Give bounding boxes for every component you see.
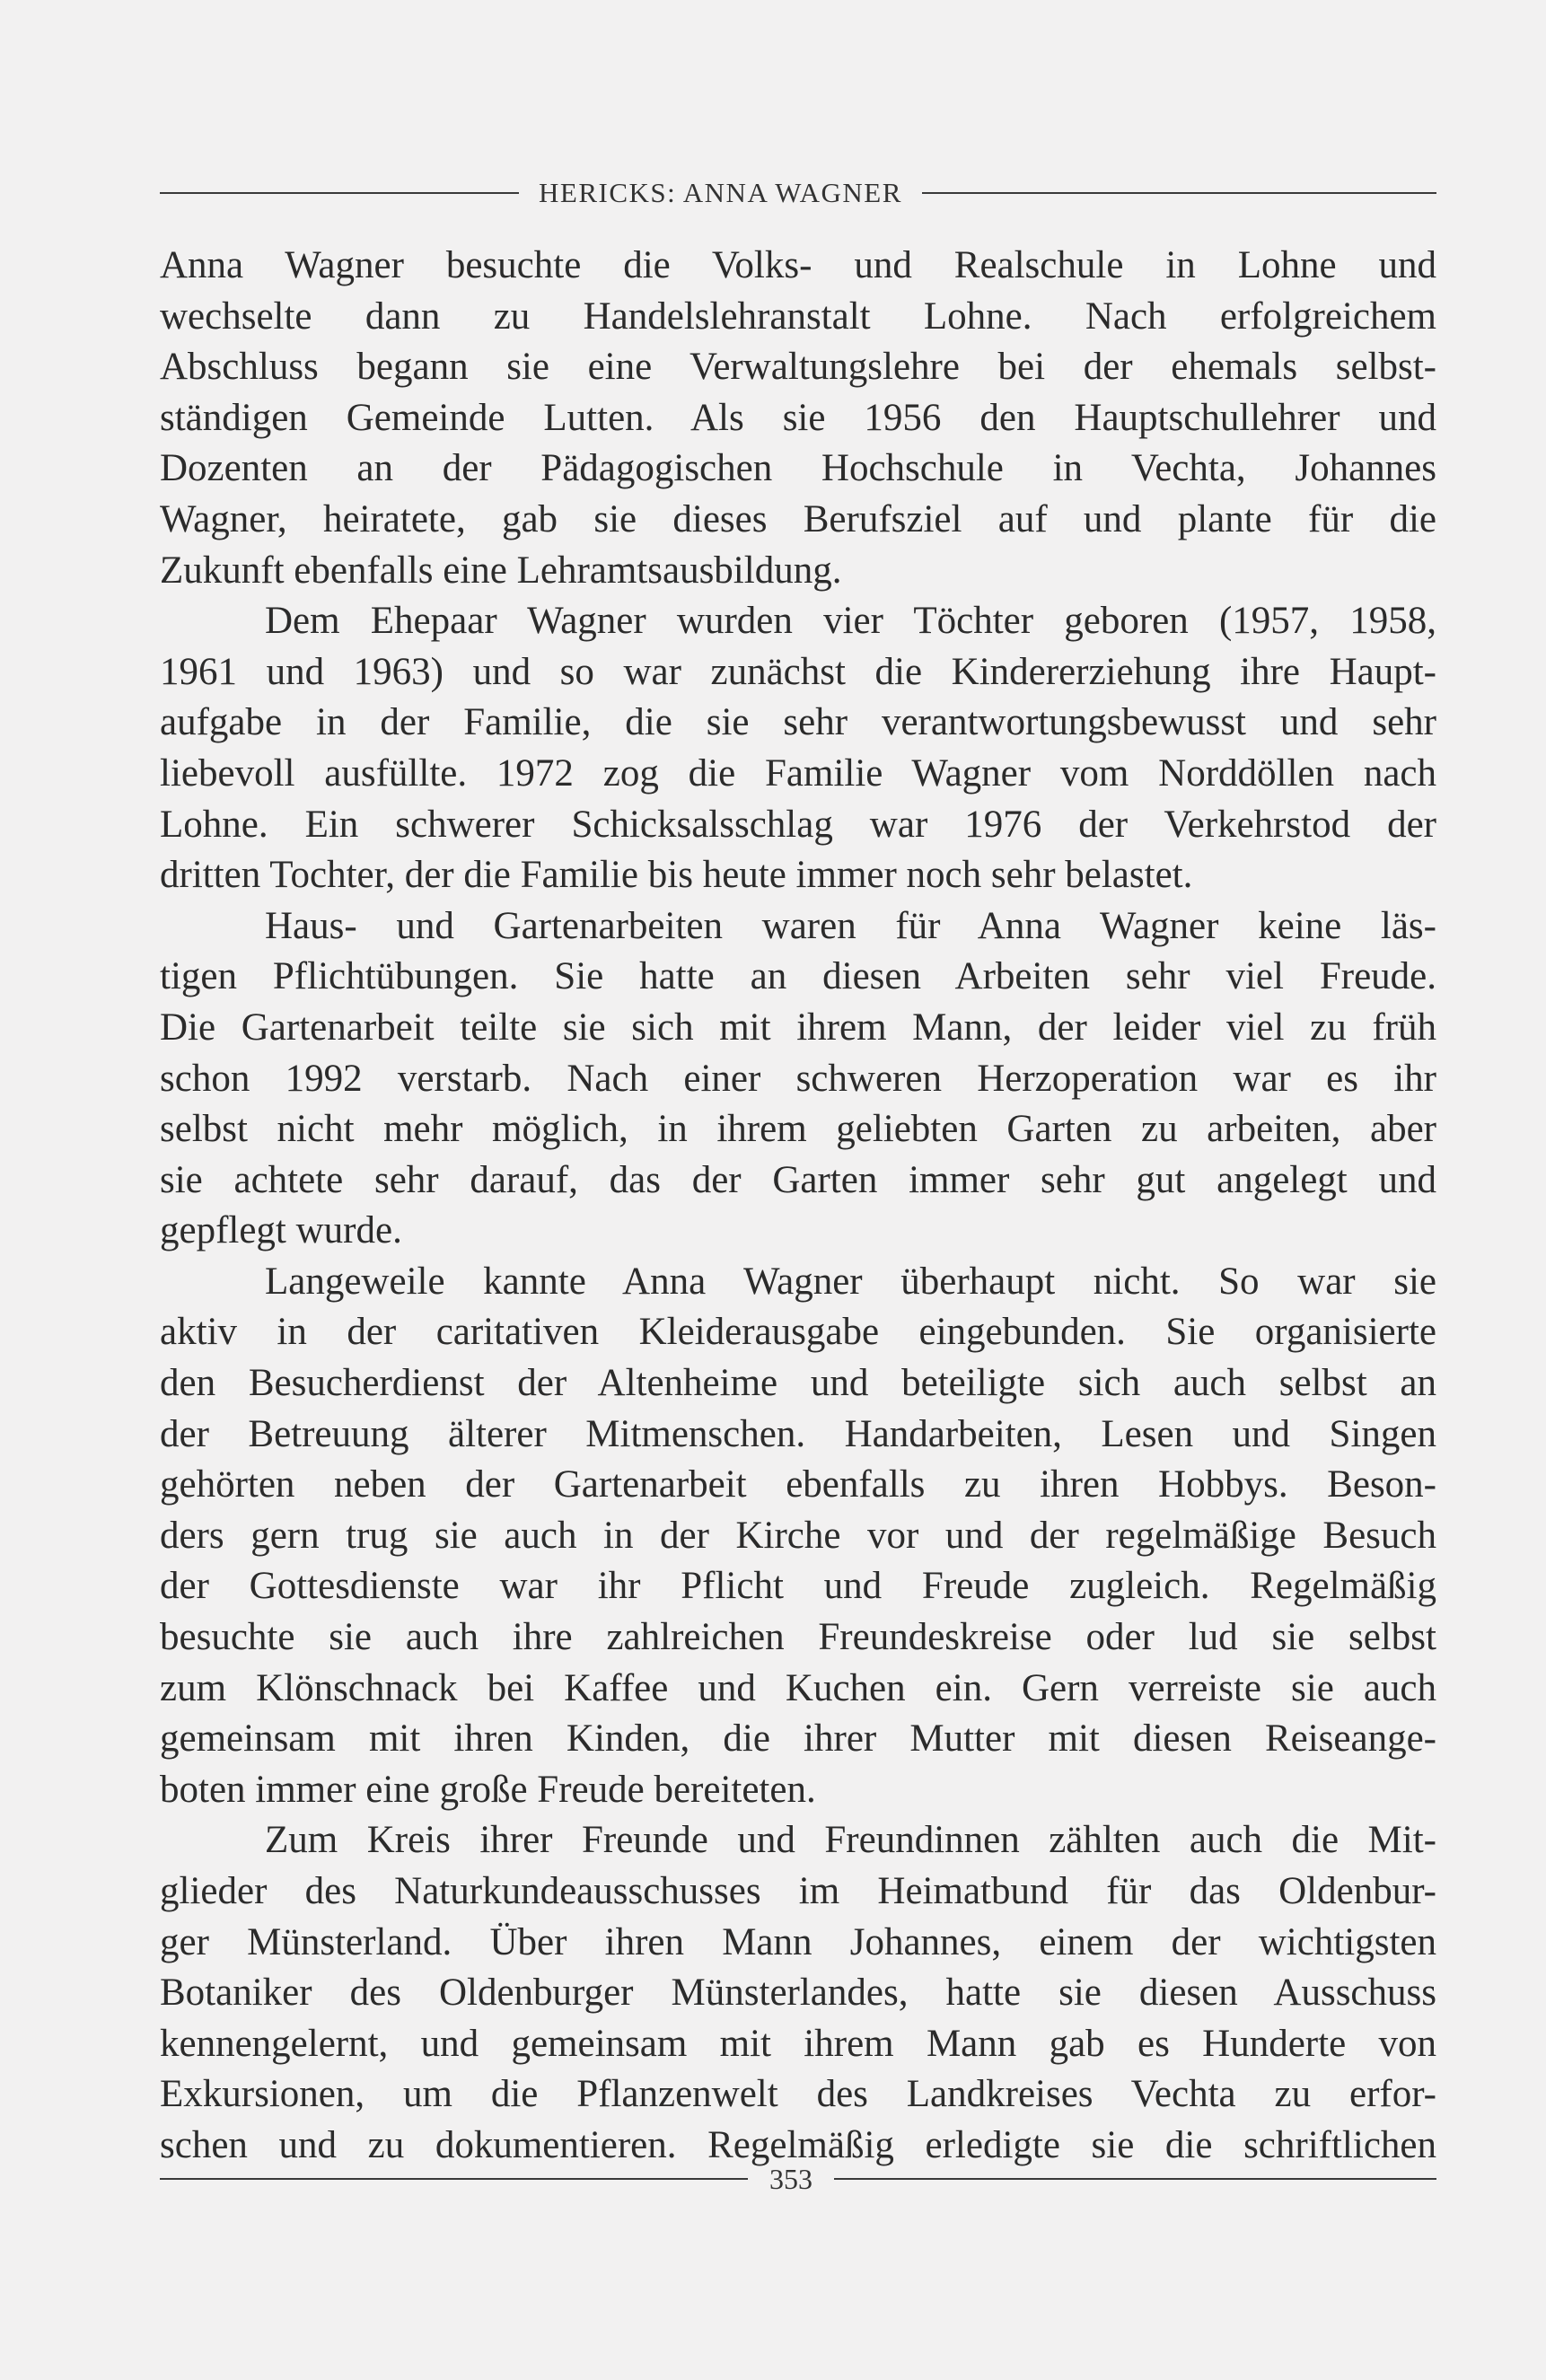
text-line: glieder des Naturkundeausschusses im Heimatbund für das Oldenbur-	[160, 1870, 1436, 1912]
text-line: Wagner, heiratete, gab sie dieses Berufsziel auf und plante für die	[160, 497, 1436, 540]
text-line: Zum Kreis ihrer Freunde und Freundinnen zählten auch die Mit-	[265, 1819, 1436, 1862]
running-head-rule-right	[922, 192, 1436, 194]
text-line: kennengelernt, und gemeinsam mit ihrem Mann gab es Hunderte von	[160, 2022, 1436, 2065]
text-line: Lohne. Ein schwerer Schicksalsschlag war 1976 der Verkehrstod der	[160, 803, 1436, 846]
text-line: Die Gartenarbeit teilte sie sich mit ihrem Mann, der leider viel zu früh	[160, 1006, 1436, 1049]
footer-rule-left	[160, 2178, 748, 2180]
text-line: besuchte sie auch ihre zahlreichen Freundeskreise oder lud sie selbst	[160, 1616, 1436, 1659]
footer-rule-right	[834, 2178, 1436, 2180]
body-text	[160, 241, 1436, 2172]
text-line: ger Münsterland. Über ihren Mann Johannes, einem der wichtigsten	[160, 1920, 1436, 1963]
page-footer	[160, 2156, 1436, 2201]
text-line: sie achtete sehr darauf, das der Garten immer sehr gut angelegt und	[160, 1158, 1436, 1201]
paragraph	[160, 1815, 1436, 2171]
text-line: aktiv in der caritativen Kleiderausgabe eingebunden. Sie organisierte	[160, 1311, 1436, 1354]
text-line: 1961 und 1963) und so war zunächst die Kindererziehung ihre Haupt-	[160, 650, 1436, 693]
text-line: gemeinsam mit ihren Kinden, die ihrer Mutter mit diesen Reiseange-	[160, 1717, 1436, 1761]
text-line: Dem Ehepaar Wagner wurden vier Töchter geboren (1957, 1958,	[265, 600, 1436, 643]
text-line: Dozenten an der Pädagogischen Hochschule in Vechta, Johannes	[160, 447, 1436, 490]
text-line: aufgabe in der Familie, die sie sehr verantwortungsbewusst und sehr	[160, 701, 1436, 744]
running-head	[160, 171, 1436, 215]
running-head-rule-left	[160, 192, 519, 194]
text-line: Botaniker des Oldenburger Münsterlandes, hatte sie diesen Ausschuss	[160, 1972, 1436, 2015]
text-line: dritten Tochter, der die Familie bis heute immer noch sehr belastet.	[160, 854, 1193, 897]
text-line: Zukunft ebenfalls eine Lehramtsausbildung.	[160, 549, 842, 592]
text-line: gehörten neben der Gartenarbeit ebenfalls zu ihren Hobbys. Beson-	[160, 1463, 1436, 1506]
text-line: der Betreuung älterer Mitmenschen. Handarbeiten, Lesen und Singen	[160, 1412, 1436, 1455]
paragraph	[160, 596, 1436, 901]
text-line: der Gottesdienste war ihr Pflicht und Freude zugleich. Regelmäßig	[160, 1565, 1436, 1608]
book-page	[160, 171, 1436, 2235]
text-line: Haus- und Gartenarbeiten waren für Anna Wagner keine läs-	[265, 904, 1436, 947]
text-line: ständigen Gemeinde Lutten. Als sie 1956 den Hauptschullehrer und	[160, 396, 1436, 439]
text-line: Langeweile kannte Anna Wagner überhaupt nicht. So war sie	[265, 1260, 1436, 1303]
text-line: boten immer eine große Freude bereiteten.	[160, 1768, 816, 1811]
text-line: selbst nicht mehr möglich, in ihrem geliebten Garten zu arbeiten, aber	[160, 1108, 1436, 1151]
text-line: wechselte dann zu Handelslehranstalt Lohne. Nach erfolgreichem	[160, 294, 1436, 338]
text-line: den Besucherdienst der Altenheime und beteiligte sich auch selbst an	[160, 1362, 1436, 1405]
text-line: gepflegt wurde.	[160, 1209, 402, 1252]
paragraph	[160, 241, 1436, 596]
text-line: schon 1992 verstarb. Nach einer schweren Herzoperation war es ihr	[160, 1057, 1436, 1100]
text-line: Exkursionen, um die Pflanzenwelt des Landkreises Vechta zu erfor-	[160, 2073, 1436, 2116]
text-line: Abschluss begann sie eine Verwaltungslehre bei der ehemals selbst-	[160, 346, 1436, 389]
paragraph	[160, 1257, 1436, 1816]
running-head-title: HERICKS: ANNA WAGNER	[539, 177, 902, 208]
text-line: tigen Pflichtübungen. Sie hatte an diesen Arbeiten sehr viel Freude.	[160, 955, 1436, 998]
text-line: Anna Wagner besuchte die Volks- und Realschule in Lohne und	[160, 244, 1436, 286]
text-line: liebevoll ausfüllte. 1972 zog die Familie Wagner vom Norddöllen nach	[160, 751, 1436, 795]
paragraph	[160, 901, 1436, 1257]
text-line: schen und zu dokumentieren. Regelmäßig erledigte sie die schriftlichen	[160, 2123, 1436, 2166]
text-line: zum Klönschnack bei Kaffee und Kuchen ein. Gern verreiste sie auch	[160, 1666, 1436, 1709]
page-number: 353	[769, 2162, 813, 2195]
text-line: ders gern trug sie auch in der Kirche vor und der regelmäßige Besuch	[160, 1514, 1436, 1557]
